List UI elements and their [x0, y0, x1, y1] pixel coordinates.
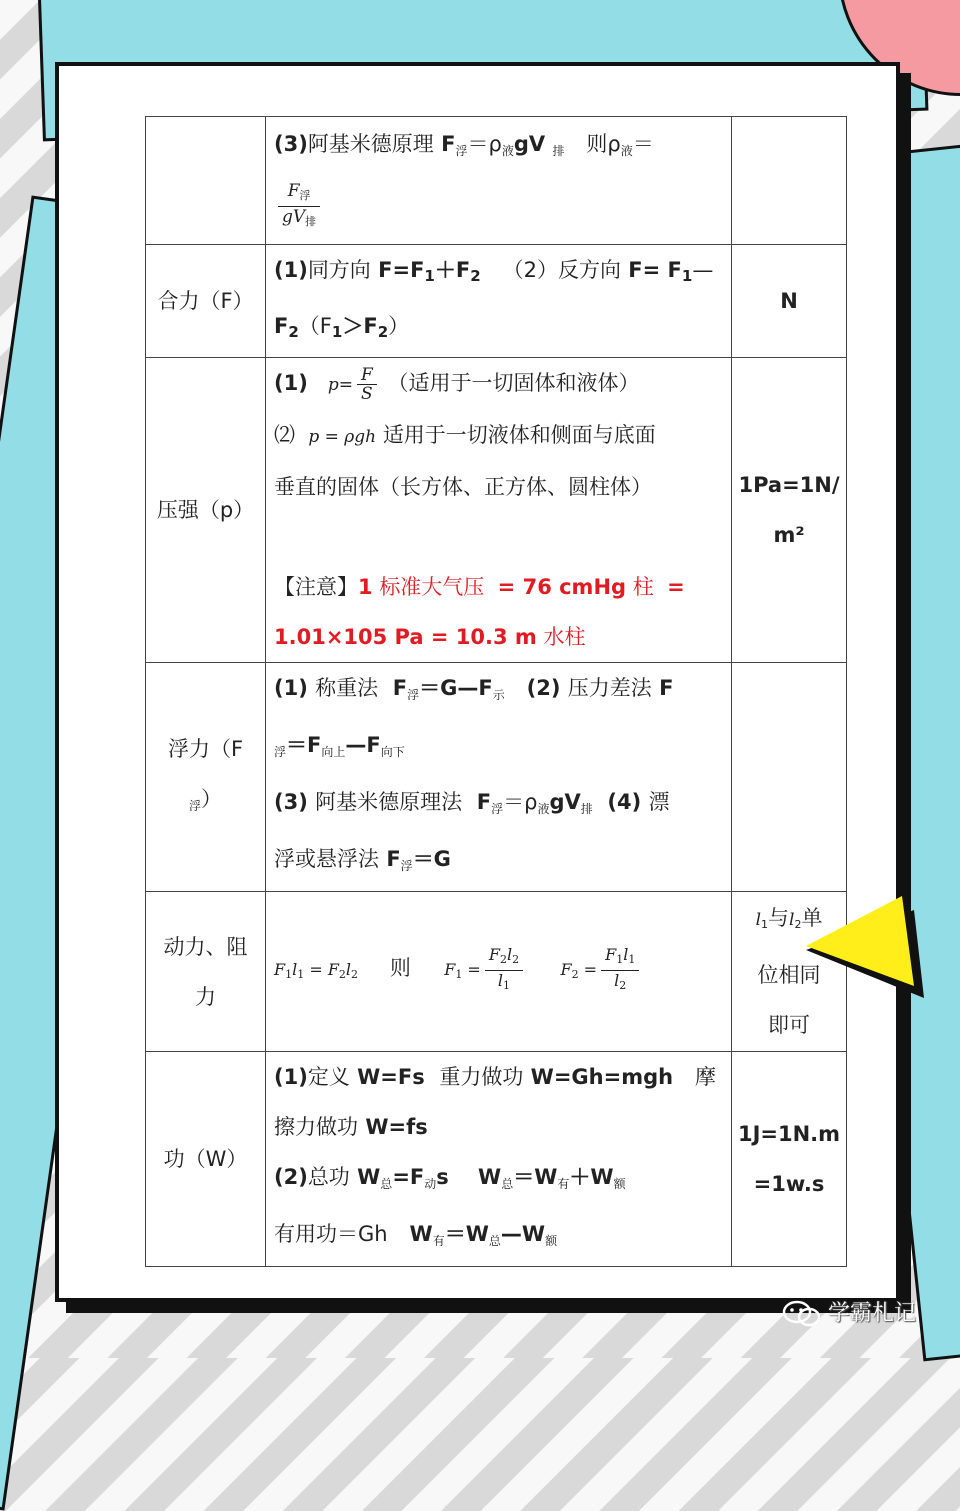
table-row — [146, 245, 847, 358]
watermark-text: 学霸札记 — [828, 1301, 917, 1326]
attention-line: 【注意】1 标准大气压 = 76 cmHg 柱 = — [274, 575, 685, 599]
row-name: 功（W） — [146, 1052, 266, 1267]
table-row — [146, 358, 847, 663]
formula-line: ⑵ p = ρgh 适用于一切液体和侧面与底面 — [274, 423, 656, 447]
row-unit — [732, 117, 847, 245]
spacer — [274, 512, 723, 562]
table-row — [146, 117, 847, 245]
watermark — [782, 1296, 952, 1332]
row-unit — [732, 663, 847, 892]
row-unit: l1与l2单 位相同 即可 — [732, 892, 847, 1052]
formula-table — [145, 116, 847, 1267]
formula-line: $_浮=F_{向上}—F_{向下}$ — [274, 733, 405, 759]
fraction: $\frac{F}{S}$ — [357, 366, 377, 403]
row-formula — [266, 245, 732, 358]
formula-line: (2)总功 $W_总=F_动s$ $W_总=W_有+W_额$ — [274, 1165, 626, 1191]
row-name — [146, 117, 266, 245]
formula-line: (1)定义 W=Fs 重力做功 W=Gh=mgh 摩 — [274, 1065, 717, 1089]
row-formula — [266, 663, 732, 892]
row-formula — [266, 358, 732, 663]
lever-equation: F1l1 = F2l2 — [274, 960, 359, 981]
decor-yellow-triangle — [806, 890, 926, 1000]
row-formula — [266, 892, 732, 1052]
formula-fraction-line — [274, 175, 723, 242]
wechat-icon — [782, 1300, 822, 1328]
formula-line: 擦力做功 W=fs — [274, 1115, 428, 1139]
table-row — [146, 892, 847, 1052]
formula-line: (1) 称重法 $F_浮=G—F_示$ (2) 压力差法 F — [274, 676, 674, 702]
row-unit: 1J=1N.m =1w.s — [732, 1052, 847, 1267]
row-unit: 1Pa=1N/ m² — [732, 358, 847, 663]
formula-line: (1)同方向 $F=F_1+F_2$ （2）反方向 $F= F_1—$ — [274, 258, 714, 285]
formula-line: (3)阿基米德原理 $F_浮=\rho_液gV$ $_排$ 则$\rho_液=$ — [274, 131, 654, 158]
formula-line: $F_2(F_1>F_2)$ — [274, 314, 410, 341]
lever-f1: F1 = $\frac{F2l2}{l1}$ — [444, 960, 527, 979]
then-label: 则 — [389, 956, 411, 980]
row-formula — [266, 1052, 732, 1267]
row-name: 压强（p） — [146, 358, 266, 663]
table-row — [146, 663, 847, 892]
row-name: 浮力（F $_浮$） — [146, 663, 266, 892]
table-row — [146, 1052, 847, 1267]
formula-line: 有用功＝Gh $W_有=W_总—W_额$ — [274, 1222, 558, 1248]
formula-line: (1) p= $\frac{F}{S}$ （适用于一切固体和液体） — [274, 364, 640, 404]
row-name: 合力（F） — [146, 245, 266, 358]
row-name: 动力、阻 力 — [146, 892, 266, 1052]
attention-line: 1.01×105 Pa = 10.3 m 水柱 — [274, 625, 586, 649]
lever-f2: F2 = $\frac{F1l1}{l2}$ — [560, 960, 643, 979]
formula-line: 垂直的固体（长方体、正方体、圆柱体） — [274, 475, 652, 499]
fraction: $\frac{\text{F浮}}{\text{gV排}}$ — [278, 181, 320, 232]
row-unit: N — [732, 245, 847, 358]
row-formula — [266, 117, 732, 245]
formula-line: 浮或悬浮法 $F_浮=G$ — [274, 847, 451, 873]
formula-line: (3) 阿基米德原理法 $F_浮=\rho_液gV_排$ (4) 漂 — [274, 790, 670, 816]
